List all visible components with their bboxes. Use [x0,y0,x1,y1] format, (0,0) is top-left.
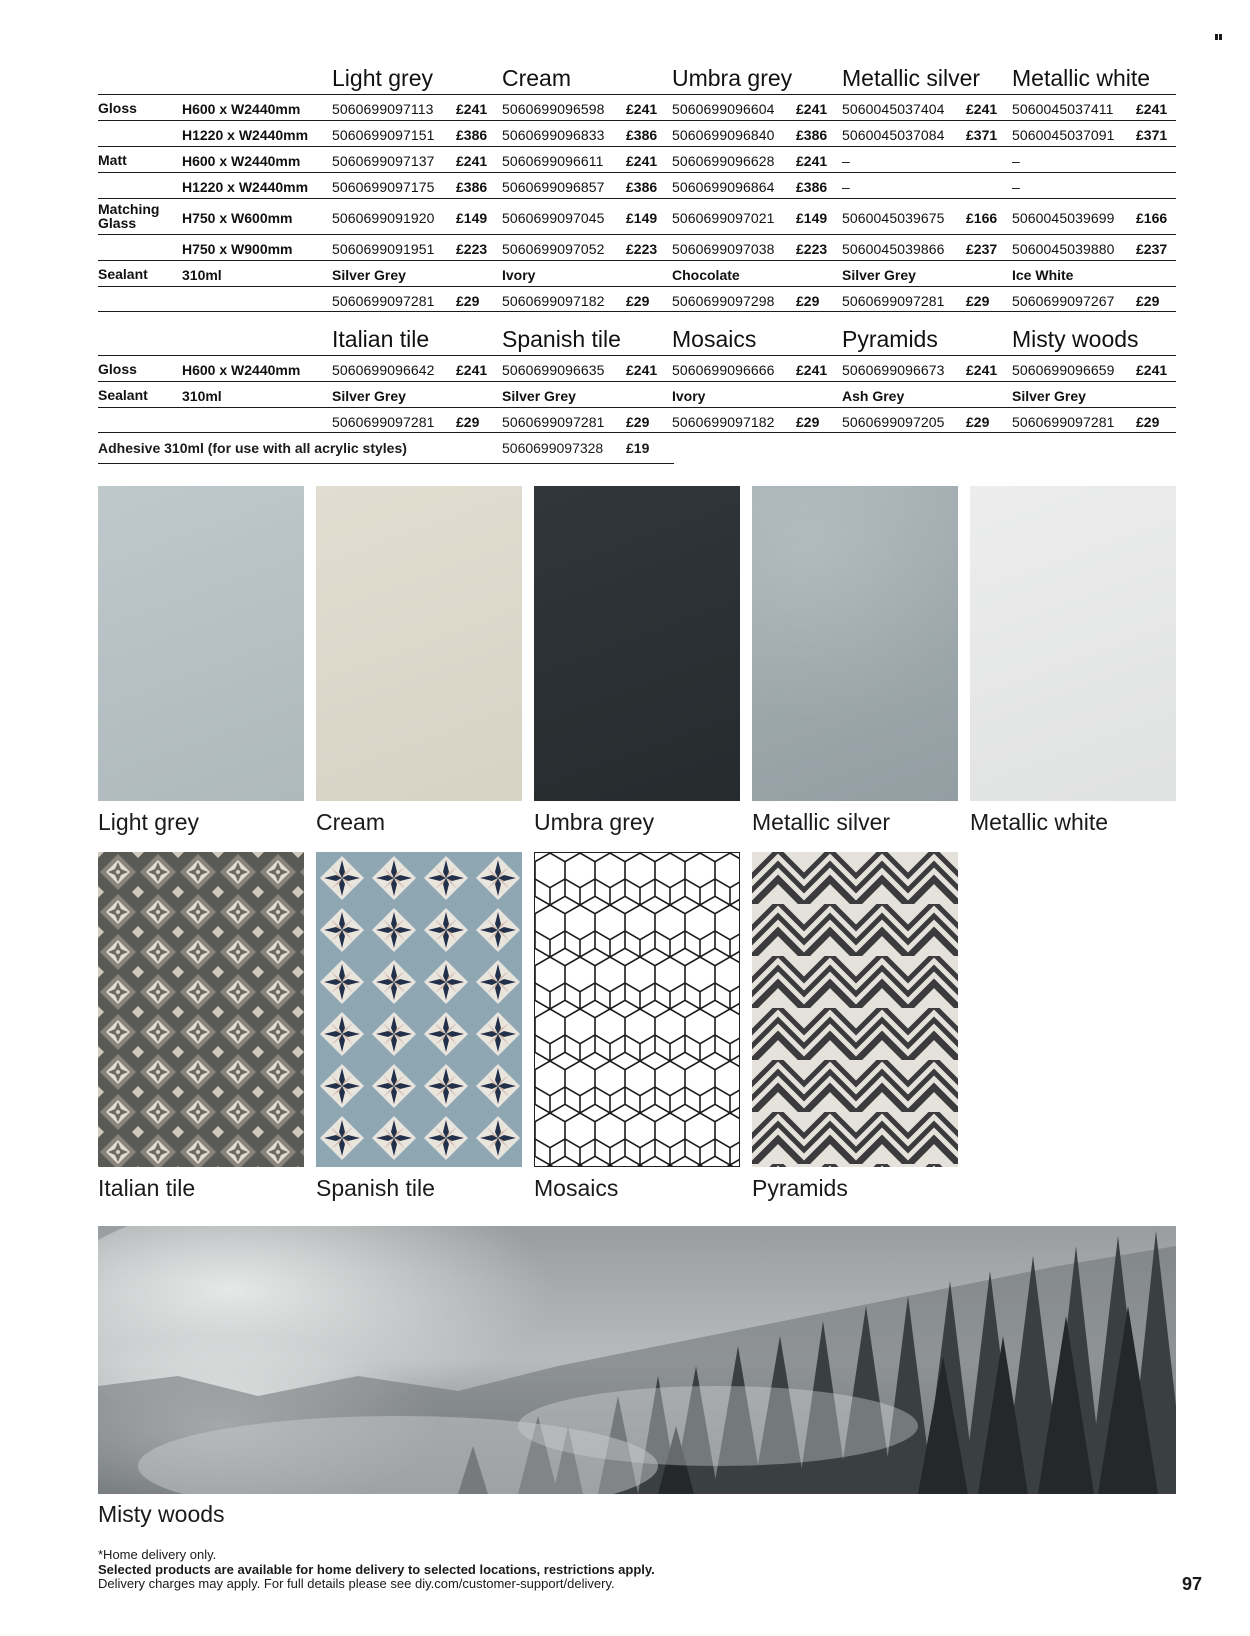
swatch-light-grey[interactable] [98,486,304,836]
price: £166 [1136,210,1168,226]
column-header: Light grey [332,65,434,91]
row-size: H1220 x W2440mm [182,179,309,195]
product-code: – [842,153,850,169]
price: £241 [1136,362,1168,378]
price-table-plain-colours [98,64,1176,312]
product-code: 5060699097175 [332,179,435,195]
price: £241 [796,101,828,117]
table-row [98,260,1176,286]
swatch-image [98,852,304,1167]
price: £29 [1136,414,1160,430]
swatch-caption: Spanish tile [316,1175,435,1201]
swatch-mosaics[interactable] [534,852,740,1202]
product-code: 5060699096611 [502,153,604,169]
swatch-caption: Mosaics [534,1175,619,1201]
row-label: Sealant [98,266,148,282]
row-size: H750 x W600mm [182,210,293,226]
product-code: 5060699096833 [502,127,605,143]
row-label: Matt [98,152,127,168]
sealant-colour: Ivory [672,388,706,404]
product-code: 5060045039675 [842,210,945,226]
column-header: Metallic white [1012,65,1151,91]
sealant-colour: Ice White [1012,267,1074,283]
product-code: 5060699096659 [1012,362,1115,378]
sealant-colour: Silver Grey [332,388,406,404]
column-header: Spanish tile [502,326,621,352]
product-code: 5060699097182 [672,414,775,430]
adhesive-price: £19 [626,440,650,456]
corner-mark [1215,34,1223,40]
table-header [98,325,1176,355]
price: £29 [796,414,820,430]
product-code: 5060045037091 [1012,127,1115,143]
table-header [98,64,1176,94]
price: £149 [456,210,488,226]
table-row [98,120,1176,146]
row-size: H600 x W2440mm [182,101,301,117]
product-code: 5060699097045 [502,210,605,226]
adhesive-ean: 5060699097328 [502,440,604,456]
product-code: 5060045037084 [842,127,945,143]
column-header: Umbra grey [672,65,793,91]
product-code: 5060699097281 [502,414,605,430]
row-size: H750 x W900mm [182,241,293,257]
price: £166 [966,210,998,226]
row-size: 310ml [182,267,222,283]
product-code: 5060699091920 [332,210,435,226]
table-row [98,94,1176,120]
product-code: 5060045039699 [1012,210,1115,226]
swatch-image [752,486,958,801]
swatch-caption: Pyramids [752,1175,848,1201]
column-header: Italian tile [332,326,430,352]
sealant-colour: Silver Grey [332,267,406,283]
product-code: 5060699096864 [672,179,775,195]
price: £237 [966,241,998,257]
table-row [98,355,1176,381]
price: £29 [966,293,990,309]
adhesive-label: Adhesive 310ml (for use with all acrylic styles) [98,440,407,456]
product-code: 5060699096635 [502,362,605,378]
product-code: 5060699097267 [1012,293,1115,309]
product-code: 5060699096673 [842,362,945,378]
footnote-line: Delivery charges may apply. For full details please see diy.com/customer-support/delivery. [98,1576,615,1591]
row-size: H1220 x W2440mm [182,127,309,143]
product-code: – [1012,153,1020,169]
product-code: 5060699097281 [332,293,435,309]
footnote [98,1548,655,1592]
price: £241 [626,362,658,378]
swatch-spanish-tile[interactable] [316,852,522,1202]
price: £29 [626,414,650,430]
price: £241 [966,362,998,378]
table-row [98,381,1176,407]
swatch-image [316,486,522,801]
swatch-image [970,486,1176,801]
table-row [98,407,1176,433]
table-row [98,146,1176,172]
sealant-colour: Ash Grey [842,388,905,404]
product-code: 5060699097113 [332,101,434,117]
swatch-umbra-grey[interactable] [534,486,740,836]
product-code: 5060699097021 [672,210,775,226]
swatch-cream[interactable] [316,486,522,836]
product-code: 5060699097281 [842,293,945,309]
product-code: 5060699097182 [502,293,605,309]
table-row [98,198,1176,234]
swatch-caption: Cream [316,809,386,835]
price: £237 [1136,241,1168,257]
swatch-pyramids[interactable] [752,852,958,1202]
row-size: H600 x W2440mm [182,153,301,169]
product-code: 5060045039880 [1012,241,1115,257]
product-code: 5060045039866 [842,241,945,257]
swatch-caption: Italian tile [98,1175,196,1201]
price: £241 [626,101,658,117]
product-code: 5060699097298 [672,293,775,309]
price: £223 [626,241,658,257]
swatch-caption: Metallic silver [752,809,891,835]
swatch-misty-woods[interactable] [98,1226,1176,1494]
product-code: 5060699091951 [332,241,435,257]
swatch-image [98,486,304,801]
price: £241 [796,362,828,378]
price: £29 [796,293,820,309]
price: £29 [456,293,480,309]
row-label: Gloss [98,100,137,116]
swatch-image [534,486,740,801]
table-row [98,286,1176,312]
swatch-caption: Metallic white [970,809,1109,835]
product-code: 5060699096840 [672,127,775,143]
swatch-metallic-silver[interactable] [752,486,958,836]
price: £29 [1136,293,1160,309]
product-code: 5060699096666 [672,362,775,378]
column-header: Cream [502,65,572,91]
forest-photo [98,1226,1176,1494]
price: £223 [796,241,828,257]
swatch-image [534,852,740,1167]
sealant-colour: Chocolate [672,267,740,283]
product-code: 5060699096628 [672,153,775,169]
table-row [98,172,1176,198]
row-size: H600 x W2440mm [182,362,301,378]
sealant-colour: Silver Grey [1012,388,1086,404]
product-code: 5060699096604 [672,101,775,117]
swatch-metallic-white[interactable] [970,486,1176,836]
price: £149 [796,210,828,226]
product-code: 5060699097151 [332,127,435,143]
swatch-image [752,852,958,1167]
column-header: Mosaics [672,326,757,352]
product-code: 5060045037411 [1012,101,1114,117]
product-code: – [1012,179,1020,195]
sealant-colour: Silver Grey [842,267,916,283]
product-code: 5060699096642 [332,362,435,378]
product-code: 5060699097038 [672,241,775,257]
price: £241 [796,153,828,169]
product-code: 5060699097281 [332,414,435,430]
price: £241 [456,153,488,169]
product-code: 5060699097137 [332,153,435,169]
price: £29 [456,414,480,430]
row-label: Sealant [98,387,148,403]
footnote-line: *Home delivery only. [98,1547,217,1562]
price: £241 [456,101,488,117]
price: £241 [966,101,998,117]
price: £241 [626,153,658,169]
sealant-colour: Ivory [502,267,536,283]
price: £386 [456,127,488,143]
row-label: Matching Glass [98,201,160,231]
price: £371 [1136,127,1168,143]
swatch-caption: Misty woods [98,1501,225,1527]
price: £29 [966,414,990,430]
price: £386 [456,179,488,195]
swatch-caption: Light grey [98,809,200,835]
product-code: 5060699097052 [502,241,605,257]
swatch-italian-tile[interactable] [98,852,304,1202]
price: £386 [796,179,828,195]
column-header: Metallic silver [842,65,981,91]
price: £386 [626,127,658,143]
product-code: – [842,179,850,195]
page-number: 97 [1182,1574,1203,1594]
price: £223 [456,241,488,257]
column-header: Misty woods [1012,326,1139,352]
swatch-caption: Umbra grey [534,809,655,835]
adhesive-row [98,434,674,464]
swatch-image [316,852,522,1167]
product-code: 5060699097205 [842,414,945,430]
sealant-colour: Silver Grey [502,388,576,404]
price: £29 [626,293,650,309]
product-code: 5060699097281 [1012,414,1115,430]
price: £386 [796,127,828,143]
price: £386 [626,179,658,195]
footnote-line: Selected products are available for home delivery to selected locations, restrictions apply. [98,1561,655,1577]
row-label: Gloss [98,361,137,377]
price: £241 [456,362,488,378]
product-code: 5060699096598 [502,101,605,117]
price: £149 [626,210,658,226]
price: £371 [966,127,998,143]
table-row [98,234,1176,260]
price-table-patterns [98,325,1176,433]
product-code: 5060045037404 [842,101,945,117]
row-size: 310ml [182,388,222,404]
price: £241 [1136,101,1168,117]
product-code: 5060699096857 [502,179,605,195]
column-header: Pyramids [842,326,938,352]
